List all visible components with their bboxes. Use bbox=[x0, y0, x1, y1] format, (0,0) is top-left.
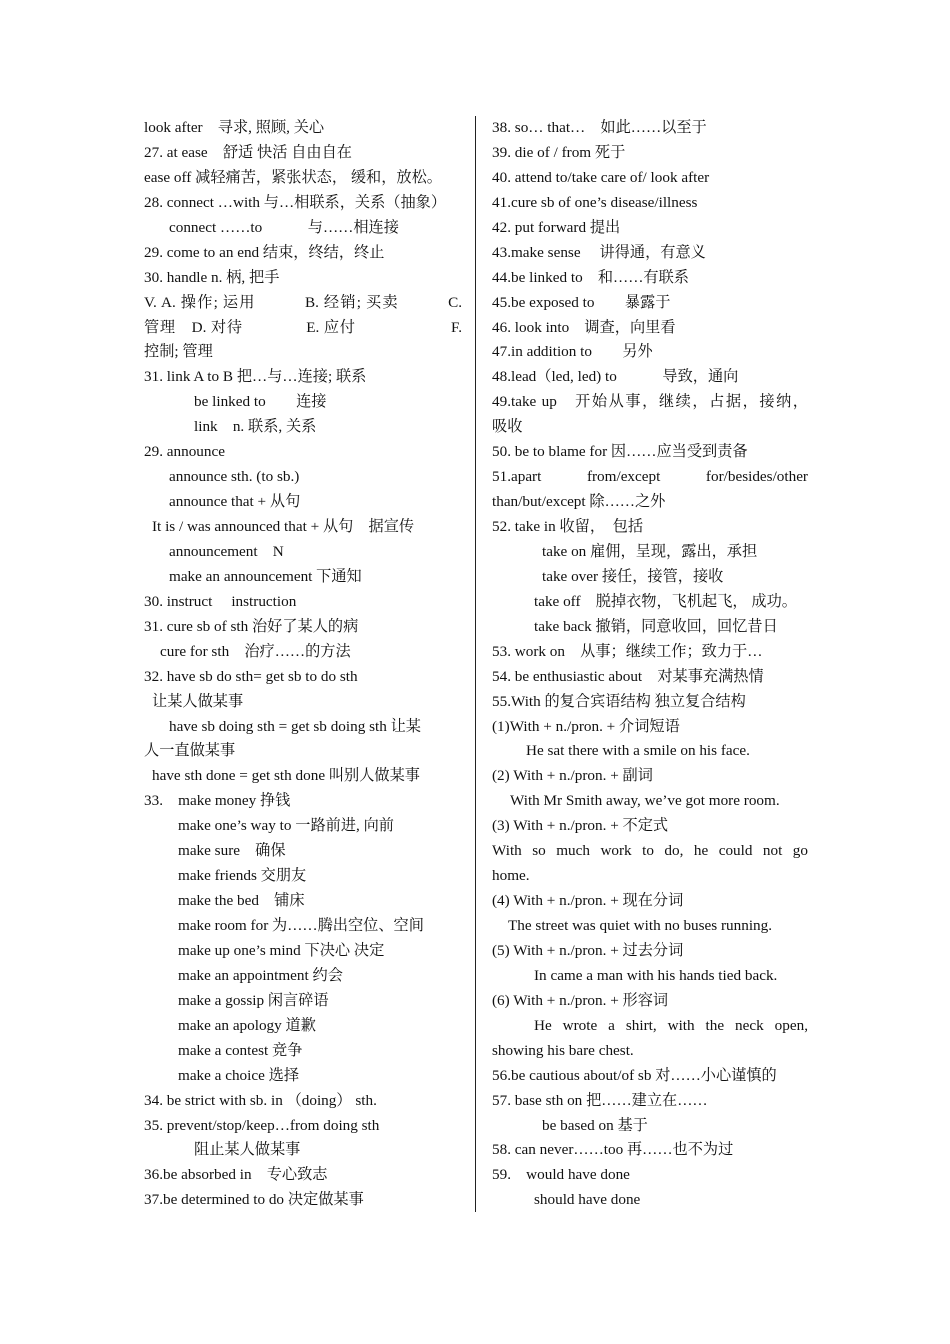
text-line: (3) With + n./pron. + 不定式 bbox=[492, 817, 669, 835]
text-line: In came a man with his hands tied back. bbox=[534, 966, 778, 984]
text-line: be linked to 连接 bbox=[194, 393, 327, 411]
text-line: showing his bare chest. bbox=[492, 1041, 634, 1059]
text-line: cure for sth 治疗……的方法 bbox=[160, 642, 351, 660]
text-line: 33. make money 挣钱 bbox=[144, 792, 291, 810]
text-line: 48.lead（led, led) to 导致，通向 bbox=[492, 368, 739, 386]
text-line: V. A. 操作; 运用 B. 经销; 买卖 C. bbox=[144, 293, 462, 311]
text-line: 28. connect …with 与…相联系，关系（抽象） bbox=[144, 193, 447, 211]
text-line: 35. prevent/stop/keep…from doing sth bbox=[144, 1116, 380, 1134]
text-line: connect ……to 与……相连接 bbox=[169, 218, 399, 236]
text-line: announce that + 从句 bbox=[169, 493, 301, 511]
text-line: 39. die of / from 死于 bbox=[492, 143, 626, 161]
text-line: make the bed 铺床 bbox=[178, 892, 305, 910]
text-line: make an apology 道歉 bbox=[178, 1016, 316, 1034]
text-line: 34. be strict with sb. in （doing） sth. bbox=[144, 1091, 377, 1109]
text-line: 56.be cautious about/of sb 对……小心谨慎的 bbox=[492, 1066, 777, 1084]
text-line: (5) With + n./pron. + 过去分词 bbox=[492, 941, 684, 959]
text-line: 41.cure sb of one’s disease/illness bbox=[492, 193, 698, 211]
text-line: home. bbox=[492, 867, 530, 885]
text-line: It is / was announced that + 从句 据宣传 bbox=[152, 518, 415, 535]
text-line: take back 撤销，同意收回，回忆昔日 bbox=[534, 617, 778, 635]
text-line: With Mr Smith away, we’ve got more room. bbox=[510, 792, 780, 810]
text-line: 吸收 bbox=[492, 418, 523, 436]
text-line: (6) With + n./pron. + 形容词 bbox=[492, 991, 669, 1009]
text-line: 59. would have done bbox=[492, 1166, 630, 1184]
text-line: 51.apart from/except for/besides/other bbox=[492, 468, 808, 486]
text-line: 阻止某人做某事 bbox=[194, 1141, 301, 1159]
text-line: 29. come to an end 结束，终结，终止 bbox=[144, 243, 385, 261]
text-line: have sth done = get sth done 叫别人做某事 bbox=[152, 767, 420, 785]
text-line: announce sth. (to sb.) bbox=[169, 468, 300, 486]
text-line: The street was quiet with no buses running. bbox=[508, 917, 773, 934]
text-line: link n. 联系, 关系 bbox=[194, 418, 317, 436]
text-line: 38. so… that… 如此……以至于 bbox=[492, 119, 707, 136]
text-line: 52. take in 收留， 包括 bbox=[492, 518, 644, 535]
text-line: 27. at ease 舒适 快活 自由自在 bbox=[144, 143, 352, 161]
text-line: 55.With 的复合宾语结构 独立复合结构 bbox=[492, 692, 746, 710]
text-line: 46. look into 调查，向里看 bbox=[492, 318, 676, 336]
text-line: than/but/except 除……之外 bbox=[492, 493, 666, 511]
text-line: 53. work on 从事；继续工作；致力于… bbox=[492, 642, 763, 660]
text-line: 42. put forward 提出 bbox=[492, 218, 621, 236]
text-line: 45.be exposed to 暴露于 bbox=[492, 293, 671, 311]
text-line: ease off 减轻痛苦，紧张状态， 缓和，放松。 bbox=[144, 168, 442, 186]
text-line: 人一直做某事 bbox=[144, 742, 236, 760]
text-line: (1)With + n./pron. + 介词短语 bbox=[492, 717, 680, 735]
text-line: (2) With + n./pron. + 副词 bbox=[492, 767, 653, 785]
right-column bbox=[492, 116, 808, 1213]
text-line: He wrote a shirt, with the neck open, bbox=[534, 1016, 808, 1034]
text-line: 31. cure sb of sth 治好了某人的病 bbox=[144, 617, 359, 635]
text-line: make room for 为……腾出空位、空间 bbox=[178, 917, 424, 934]
text-line: make an announcement 下通知 bbox=[169, 567, 362, 585]
text-line: 31. link A to B 把…与…连接; 联系 bbox=[144, 368, 367, 386]
text-line: make a contest 竞争 bbox=[178, 1041, 303, 1059]
text-line: 32. have sb do sth= get sb to do sth bbox=[144, 667, 358, 685]
text-line: 36.be absorbed in 专心致志 bbox=[144, 1166, 328, 1184]
text-line: make up one’s mind 下决心 决定 bbox=[178, 941, 385, 959]
text-line: look after 寻求, 照顾, 关心 bbox=[144, 119, 325, 136]
text-line: 让某人做某事 bbox=[152, 692, 244, 710]
text-line: 管理 D. 对待 E. 应付 F. bbox=[144, 318, 462, 336]
text-line: take on 雇佣，呈现，露出，承担 bbox=[542, 542, 758, 560]
text-line: 43.make sense 讲得通，有意义 bbox=[492, 243, 706, 261]
text-line: 50. be to blame for 因……应当受到责备 bbox=[492, 443, 748, 461]
text-line: 控制; 管理 bbox=[144, 343, 213, 361]
text-line: make a gossip 闲言碎语 bbox=[178, 991, 329, 1009]
text-line: should have done bbox=[534, 1191, 641, 1209]
text-line: 57. base sth on 把……建立在…… bbox=[492, 1091, 708, 1109]
text-line: make a choice 选择 bbox=[178, 1066, 300, 1084]
text-line: make an appointment 约会 bbox=[178, 966, 343, 984]
left-column bbox=[144, 116, 462, 1213]
text-line: 40. attend to/take care of/ look after bbox=[492, 168, 710, 186]
text-line: 30. handle n. 柄, 把手 bbox=[144, 268, 280, 286]
text-line: 49.take up 开始从事，继续，占据，接纳， bbox=[492, 393, 808, 411]
text-line: take over 接任，接管，接收 bbox=[542, 567, 724, 585]
text-line: 54. be enthusiastic about 对某事充满热情 bbox=[492, 667, 764, 685]
text-line: (4) With + n./pron. + 现在分词 bbox=[492, 892, 684, 910]
text-line: announcement N bbox=[169, 542, 284, 560]
text-line: 37.be determined to do 决定做某事 bbox=[144, 1191, 364, 1209]
text-line: 30. instruct instruction bbox=[144, 592, 297, 610]
text-line: make one’s way to 一路前进, 向前 bbox=[178, 817, 394, 835]
text-line: 44.be linked to 和……有联系 bbox=[492, 268, 689, 286]
text-line: 29. announce bbox=[144, 443, 225, 461]
text-line: make friends 交朋友 bbox=[178, 867, 307, 885]
column-divider bbox=[475, 116, 476, 1212]
text-line: take off 脱掉衣物，飞机起飞， 成功。 bbox=[534, 592, 797, 610]
text-line: With so much work to do, he could not go bbox=[492, 842, 808, 860]
text-line: 58. can never……too 再……也不为过 bbox=[492, 1141, 734, 1159]
text-line: make sure 确保 bbox=[178, 842, 286, 860]
text-line: He sat there with a smile on his face. bbox=[526, 742, 750, 760]
text-line: have sb doing sth = get sb doing sth 让某 bbox=[169, 717, 421, 735]
text-line: 47.in addition to 另外 bbox=[492, 343, 653, 361]
text-line: be based on 基于 bbox=[542, 1116, 648, 1134]
